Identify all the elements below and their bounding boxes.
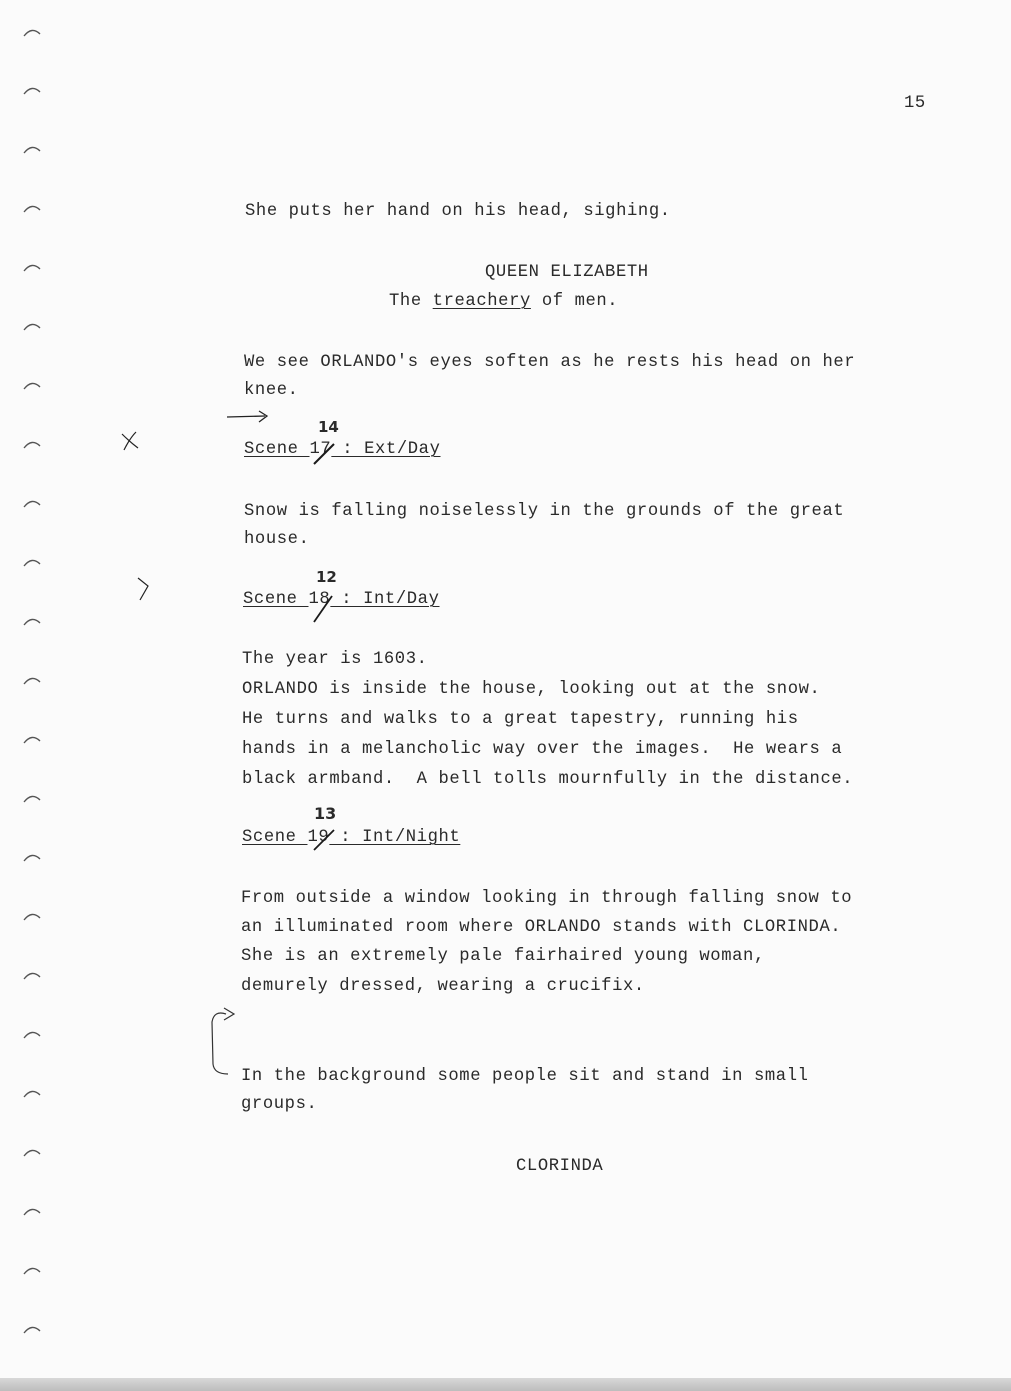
action-line: house. xyxy=(244,530,310,549)
page-bottom-edge xyxy=(0,1378,1011,1391)
margin-tick-annotation xyxy=(134,574,158,604)
action-line: She is an extremely pale fairhaired young woman, xyxy=(241,947,765,966)
action-line: demurely dressed, wearing a crucifix. xyxy=(241,977,645,996)
handwritten-scene-number: 13 xyxy=(314,804,337,823)
handwritten-scene-number: 12 xyxy=(316,568,337,586)
action-line: an illuminated room where ORLANDO stands with CLORINDA. xyxy=(241,918,842,937)
scene-location: : Int/Night xyxy=(329,828,461,847)
character-name: CLORINDA xyxy=(516,1157,604,1176)
action-line: She puts her hand on his head, sighing. xyxy=(245,202,671,221)
scene-heading xyxy=(244,440,441,459)
dialogue-line xyxy=(389,292,618,311)
arrow-annotation xyxy=(225,408,275,428)
scene-label: Scene xyxy=(242,828,308,847)
binder-punch-holes xyxy=(16,22,46,1362)
cross-mark-annotation xyxy=(118,428,144,454)
scene-heading xyxy=(242,828,460,847)
action-line: groups. xyxy=(241,1095,318,1114)
struck-scene-number: 17 xyxy=(309,440,332,459)
action-line: ORLANDO is inside the house, looking out at the snow. xyxy=(242,680,821,699)
action-line: knee. xyxy=(244,381,299,400)
strike-through-mark xyxy=(308,826,338,854)
strike-through-mark xyxy=(310,440,340,470)
action-line: The year is 1603. xyxy=(242,650,428,669)
scene-label: Scene xyxy=(243,590,309,609)
strike-through-mark xyxy=(308,592,338,626)
action-line: black armband. A bell tolls mournfully in the distance. xyxy=(242,770,854,789)
dialogue-text: of men. xyxy=(530,292,619,311)
action-line: We see ORLANDO's eyes soften as he rests his head on her xyxy=(244,353,856,372)
scene-location: : Ext/Day xyxy=(331,440,441,459)
page-number: 15 xyxy=(904,94,926,113)
dialogue-underlined-word: treachery xyxy=(432,292,531,311)
action-line: From outside a window looking in through falling snow to xyxy=(241,889,853,908)
struck-scene-number: 19 xyxy=(307,828,330,847)
handwritten-scene-number: 14 xyxy=(318,418,339,436)
action-line: Snow is falling noiselessly in the grounds of the great xyxy=(244,502,845,521)
struck-scene-number: 18 xyxy=(308,590,331,609)
action-line: In the background some people sit and stand in small xyxy=(241,1067,809,1086)
dialogue-text: The xyxy=(389,292,433,311)
action-line: He turns and walks to a great tapestry, running his xyxy=(242,710,799,729)
character-name: QUEEN ELIZABETH xyxy=(485,263,649,282)
action-line: hands in a melancholic way over the images. He wears a xyxy=(242,740,843,759)
scene-heading xyxy=(243,590,440,609)
scene-location: : Int/Day xyxy=(330,590,440,609)
bracket-annotation xyxy=(204,1004,244,1084)
scene-label: Scene xyxy=(244,440,310,459)
